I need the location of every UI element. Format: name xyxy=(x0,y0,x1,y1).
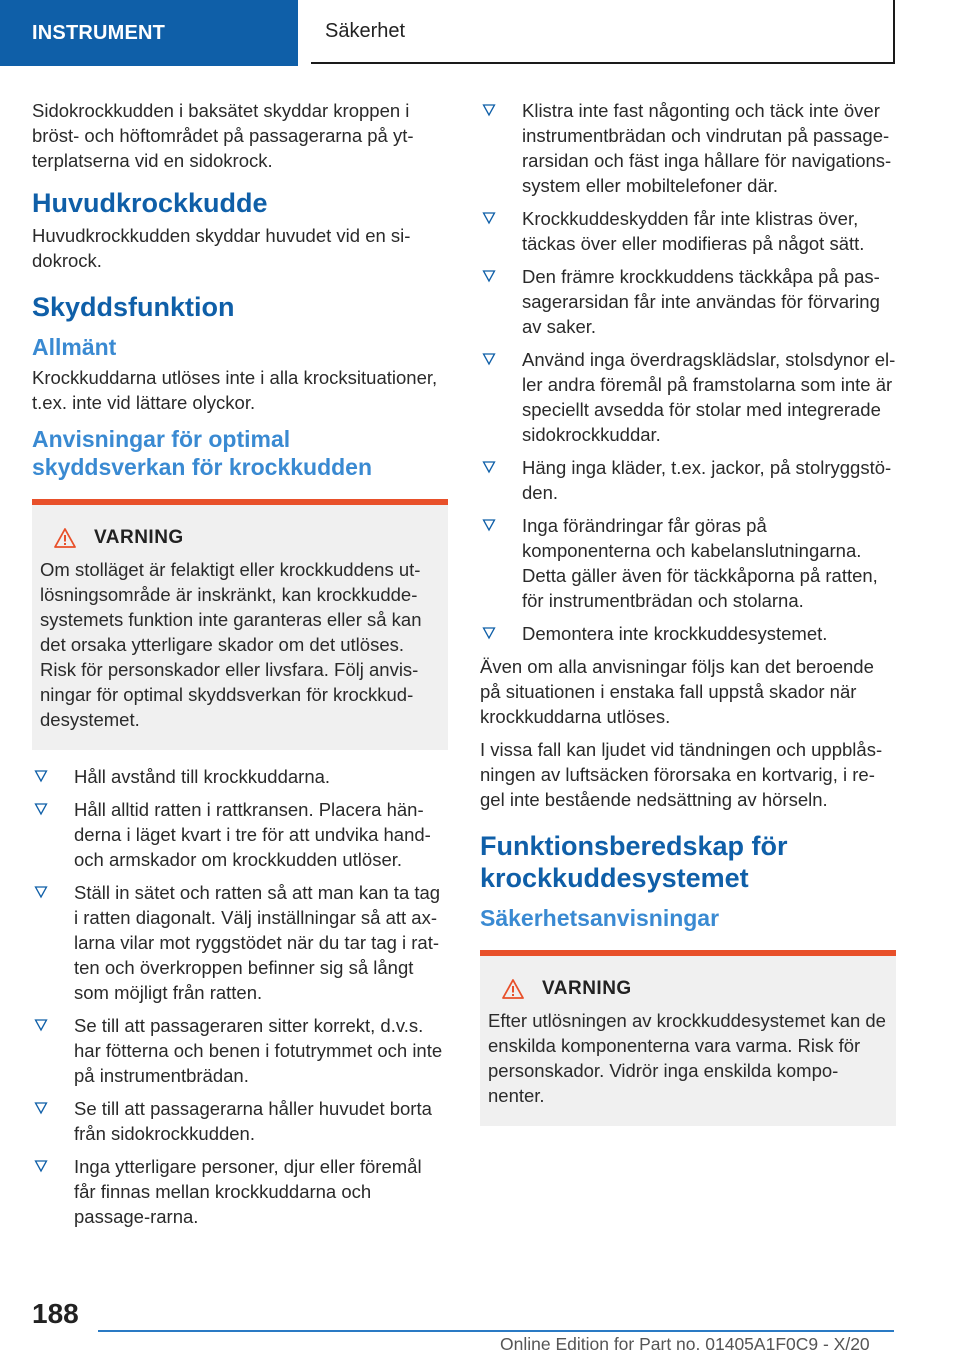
list-item-text: Se till att passagerarna håller huvudet borta från sidokrockkudden. xyxy=(74,1098,432,1144)
warning-box xyxy=(480,950,896,1126)
triangle-bullet-icon xyxy=(482,626,496,640)
list-item-text: Demontera inte krockkuddesystemet. xyxy=(522,623,828,644)
bullet-list xyxy=(480,98,896,646)
list-item-text: Klistra inte fast någonting och täck inte över instrumentbrädan och vindrutan på passage-rarsidan och fäst inga hållare för navigations-system eller mobiltelefoner där. xyxy=(522,100,892,196)
topic-tab[interactable]: Säkerhet xyxy=(311,0,895,64)
heading-allmant: Allmänt xyxy=(32,334,117,360)
paragraph-i-vissa-fall: I vissa fall kan ljudet vid tändningen och uppblås-ningen av luftsäcken förorsaka en kortvarig, i re-gel inte bestående nedsättning av hörseln. xyxy=(480,739,883,810)
list-item xyxy=(480,621,896,646)
list-item-text: Använd inga överdragsklädslar, stolsdynor el-ler andra föremål på framstolarna som inte är speciellt avsedda för stolar med integrerade sidokrockkuddar. xyxy=(522,349,896,445)
heading-huvudkrockkudde: Huvudkrockkudde xyxy=(32,188,268,218)
paragraph-aven-om: Även om alla anvisningar följs kan det beroende på situationen i enstaka fall uppstå skador när krockkuddarna utlöses. xyxy=(480,656,874,727)
huvudkrockkudde-paragraph: Huvudkrockkudden skyddar huvudet vid en si-dokrock. xyxy=(32,225,411,271)
footer-rule xyxy=(98,1330,894,1332)
list-item xyxy=(32,797,448,872)
triangle-bullet-icon xyxy=(482,103,496,117)
list-item-text: Ställ in sätet och ratten så att man kan ta tag i ratten diagonalt. Välj inställningar så att ax-larna vilar mot ryggstödet när du tar tag i rat-ten och överkroppen befinner sig så långt som möjligt från ratten. xyxy=(74,882,441,1003)
heading-funktionsberedskap: Funktionsberedskap för krockkuddesystemet xyxy=(480,831,788,893)
triangle-bullet-icon xyxy=(34,769,48,783)
intro-paragraph: Sidokrockkudden i baksätet skyddar kroppen i bröst- och höftområdet på passagerarna på yt-terplatserna vid en sidokrock. xyxy=(32,100,414,171)
right-column xyxy=(480,98,896,1140)
heading-sakerhetsanvisningar: Säkerhetsanvisningar xyxy=(480,905,720,931)
heading-skyddsfunktion: Skyddsfunktion xyxy=(32,292,235,322)
list-item-text: Inga ytterligare personer, djur eller föremål får finnas mellan krockkuddarna och passage-rarna. xyxy=(74,1156,422,1227)
warning-text: Om stolläget är felaktigt eller krockkuddens ut-lösningsområde är inskränkt, kan krockkudde-systemets funktion inte garanteras eller så kan det orsaka ytterligare skador om det utlöses. Risk för personskador eller livsfara. Följ anvis-ningar för optimal skyddsverkan för krockkud-desystemet. xyxy=(40,559,422,730)
list-item-text: Håll alltid ratten i rattkransen. Placera hän-derna i läget kvart i tre för att undvika hand-och armskador om krockkudden utlöser. xyxy=(74,799,431,870)
bullet-list xyxy=(32,764,448,1229)
list-item xyxy=(480,264,896,339)
triangle-bullet-icon xyxy=(34,802,48,816)
footer-edition[interactable]: Online Edition for Part no. 01405A1F0C9 - X/20 xyxy=(500,1334,870,1354)
page-header xyxy=(0,0,960,66)
list-item xyxy=(32,1013,448,1088)
triangle-bullet-icon xyxy=(482,352,496,366)
warning-box xyxy=(32,499,448,750)
triangle-bullet-icon xyxy=(482,518,496,532)
triangle-bullet-icon xyxy=(34,1018,48,1032)
warning-header xyxy=(40,527,438,549)
list-item xyxy=(480,98,896,198)
list-item xyxy=(32,1096,448,1146)
triangle-bullet-icon xyxy=(482,460,496,474)
allmant-paragraph: Krockkuddarna utlöses inte i alla krocksituationer, t.ex. inte vid lättare olyckor. xyxy=(32,367,438,413)
list-item xyxy=(480,206,896,256)
heading-anvisningar: Anvisningar för optimal skyddsverkan för krockkudden xyxy=(32,426,373,480)
list-item-text: Häng inga kläder, t.ex. jackor, på stolryggstö-den. xyxy=(522,457,892,503)
warning-triangle-icon xyxy=(502,979,524,999)
triangle-bullet-icon xyxy=(34,1101,48,1115)
warning-header xyxy=(488,978,886,1000)
list-item-text: Håll avstånd till krockkuddarna. xyxy=(74,766,331,787)
section-tab[interactable]: INSTRUMENT xyxy=(0,0,298,66)
list-item-text: Se till att passageraren sitter korrekt, d.v.s. har fötterna och benen i fotutrymmet och inte på instrumentbrädan. xyxy=(74,1015,443,1086)
header-divider xyxy=(298,0,311,66)
triangle-bullet-icon xyxy=(34,885,48,899)
page-number: 188 xyxy=(32,1298,79,1329)
list-item xyxy=(480,455,896,505)
warning-title: VARNING xyxy=(94,527,184,548)
list-item xyxy=(32,764,448,789)
triangle-bullet-icon xyxy=(34,1159,48,1173)
list-item xyxy=(480,513,896,613)
list-item xyxy=(480,347,896,447)
list-item-text: Den främre krockkuddens täckkåpa på pas-sagerarsidan får inte användas för förvaring av saker. xyxy=(522,266,880,337)
triangle-bullet-icon xyxy=(482,269,496,283)
warning-title: VARNING xyxy=(542,978,632,999)
left-column xyxy=(32,98,448,1237)
list-item xyxy=(32,1154,448,1229)
list-item xyxy=(32,880,448,1005)
warning-text: Efter utlösningen av krockkuddesystemet kan de enskilda komponenterna vara varma. Risk för personskador. Vidrör inga enskilda kompo-nenter. xyxy=(488,1010,886,1106)
triangle-bullet-icon xyxy=(482,211,496,225)
warning-triangle-icon xyxy=(54,528,76,548)
list-item-text: Krockkuddeskydden får inte klistras över, täckas över eller modifieras på något sätt. xyxy=(522,208,865,254)
list-item-text: Inga förändringar får göras på komponenterna och kabelanslutningarna. Detta gäller även för täckkåporna på ratten, för instrumentbrädan och stolarna. xyxy=(522,515,878,611)
